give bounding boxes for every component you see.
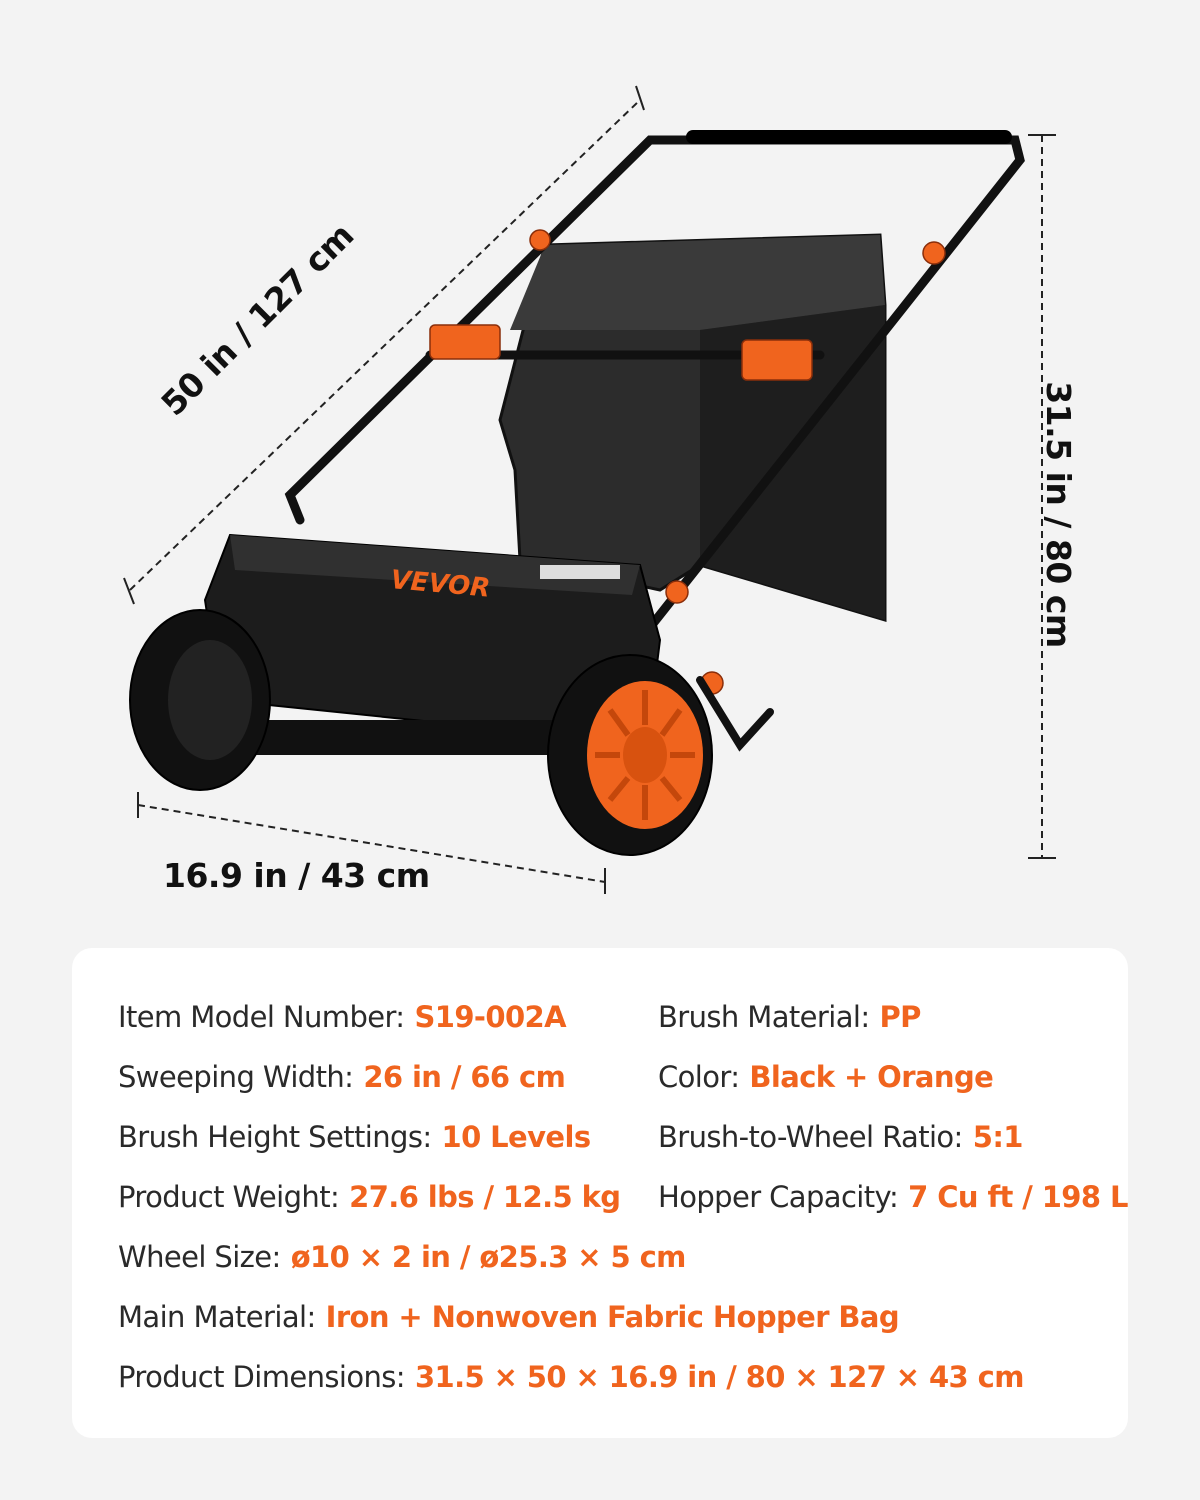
spec-value: Black + Orange (749, 1060, 994, 1094)
spec-brush-wheel-ratio (658, 1120, 1023, 1154)
spec-label: Wheel Size: (118, 1240, 281, 1274)
spec-label: Main Material: (118, 1300, 316, 1334)
spec-label: Sweeping Width: (118, 1060, 354, 1094)
spec-label: Product Weight: (118, 1180, 340, 1214)
spec-label: Brush Height Settings: (118, 1120, 432, 1154)
spec-label: Hopper Capacity: (658, 1180, 899, 1214)
spec-value: 7 Cu ft / 198 L (908, 1180, 1128, 1214)
spec-value: S19-002A (414, 1000, 566, 1034)
spec-value: 27.6 lbs / 12.5 kg (349, 1180, 621, 1214)
brand-logo: VEVOR (389, 565, 492, 604)
spec-label: Item Model Number: (118, 1000, 405, 1034)
spec-value: 26 in / 66 cm (363, 1060, 566, 1094)
spec-product-dimensions (118, 1360, 1024, 1394)
spec-hopper-capacity (658, 1180, 1128, 1214)
spec-value: 31.5 × 50 × 16.9 in / 80 × 127 × 43 cm (414, 1360, 1024, 1394)
spec-value: PP (879, 1000, 921, 1034)
specifications-card (72, 948, 1128, 1438)
spec-wheel-size (118, 1240, 686, 1274)
spec-label: Brush Material: (658, 1000, 870, 1034)
spec-main-material (118, 1300, 899, 1334)
spec-value: Iron + Nonwoven Fabric Hopper Bag (325, 1300, 900, 1334)
spec-value: ø10 × 2 in / ø25.3 × 5 cm (290, 1240, 686, 1274)
spec-product-weight (118, 1180, 620, 1214)
spec-brush-height (118, 1120, 591, 1154)
height-dimension-label: 31.5 in / 80 cm (1038, 381, 1078, 648)
spec-label: Brush-to-Wheel Ratio: (658, 1120, 963, 1154)
spec-value: 5:1 (972, 1120, 1023, 1154)
length-dimension-label: 50 in / 127 cm (153, 215, 362, 424)
left-wheel (130, 610, 270, 790)
spec-label: Color: (658, 1060, 740, 1094)
width-dimension-label: 16.9 in / 43 cm (163, 856, 430, 895)
spec-label: Product Dimensions: (118, 1360, 405, 1394)
spec-brush-material (658, 1000, 921, 1034)
spec-sweeping-width (118, 1060, 565, 1094)
spec-value: 10 Levels (441, 1120, 591, 1154)
right-wheel (548, 655, 712, 855)
spec-color (658, 1060, 993, 1094)
spec-model-number (118, 1000, 566, 1034)
